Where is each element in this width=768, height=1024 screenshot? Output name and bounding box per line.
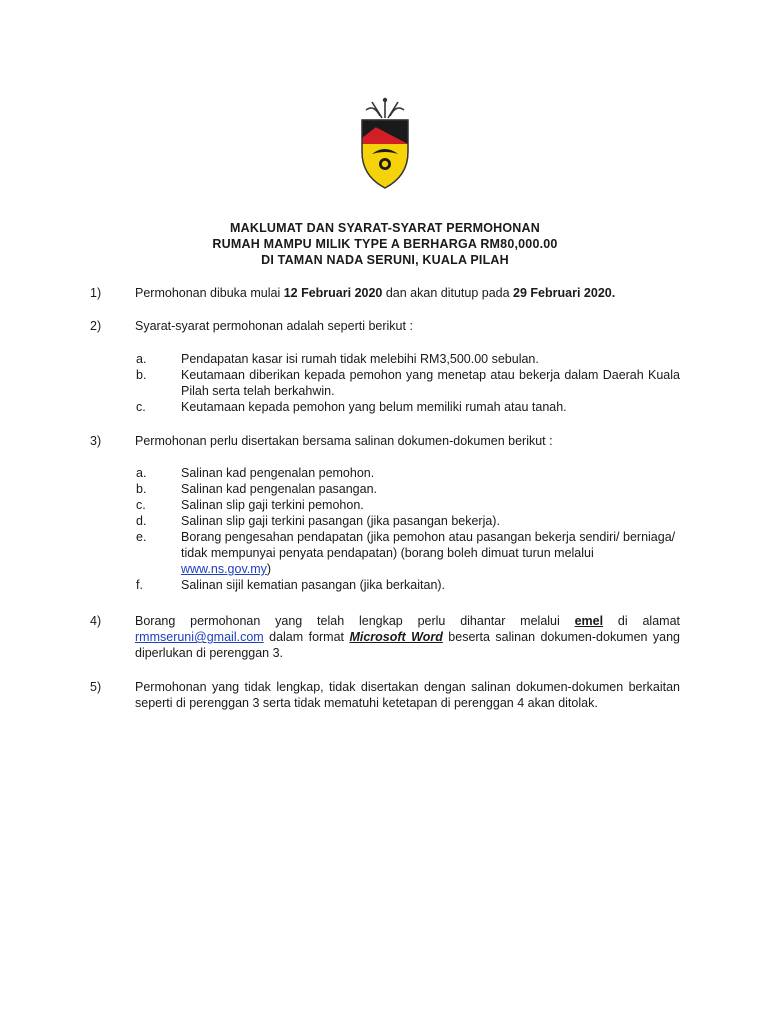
paragraph-text: Permohonan yang tidak lengkap, tidak disertakan dengan salinan dokumen-dokumen berkaitan seperti di perenggan 3 serta tidak mematuhi ketetapan di perenggan 4 akan ditolak. [135, 680, 680, 710]
list-letter: b. [136, 368, 147, 382]
paragraph-text: Syarat-syarat permohonan adalah seperti berikut : [135, 319, 413, 333]
list-item [136, 513, 680, 529]
paragraph-3 [90, 433, 680, 449]
list-text: Borang pengesahan pendapatan (jika pemohon atau pasangan bekerja sendiri/ berniaga/ tidak mempunyai penyata pendapatan) (borang boleh dimuat turun melalui [181, 530, 676, 560]
list-text: Keutamaan diberikan kepada pemohon yang menetap atau bekerja dalam Daerah Kuala Pilah serta telah berkahwin. [181, 368, 680, 398]
document-title [90, 220, 680, 268]
paragraph-text [135, 613, 680, 661]
documents-list [136, 465, 680, 593]
paragraph-text [135, 285, 680, 301]
list-letter: b. [136, 482, 147, 496]
website-link[interactable]: www.ns.gov.my [181, 562, 267, 576]
paragraph-number: 2) [90, 319, 102, 333]
list-item [136, 497, 680, 513]
paragraph-5 [90, 679, 680, 711]
list-text: Salinan slip gaji terkini pasangan (jika pasangan bekerja). [181, 514, 500, 528]
paragraph-number: 1) [90, 286, 102, 300]
list-letter: e. [136, 530, 147, 544]
paragraph-1 [90, 285, 680, 301]
close-date: 29 Februari 2020. [513, 286, 616, 300]
text-span: Borang permohonan yang telah lengkap perlu dihantar melalui [135, 614, 575, 628]
list-item [136, 529, 680, 577]
list-item [136, 481, 680, 497]
open-date: 12 Februari 2020 [283, 286, 383, 300]
list-text: Keutamaan kepada pemohon yang belum memiliki rumah atau tanah. [181, 400, 567, 414]
email-link[interactable]: rmmseruni@gmail.com [135, 630, 264, 644]
list-text: Salinan sijil kematian pasangan (jika berkaitan). [181, 578, 446, 592]
requirements-list [136, 351, 680, 415]
list-text: Salinan kad pengenalan pemohon. [181, 466, 375, 480]
title-line-2: RUMAH MAMPU MILIK TYPE A BERHARGA RM80,000.00 [212, 237, 558, 251]
list-text: Salinan kad pengenalan pasangan. [181, 482, 378, 496]
list-letter: c. [136, 498, 146, 512]
text-span: ) [266, 562, 272, 576]
list-item [136, 465, 680, 481]
list-letter: c. [136, 400, 146, 414]
list-item [136, 367, 680, 399]
text-span: di alamat [603, 614, 680, 628]
paragraph-text: Permohonan perlu disertakan bersama salinan dokumen-dokumen berikut : [135, 434, 553, 448]
list-item [136, 399, 680, 415]
paragraph-number: 4) [90, 614, 102, 628]
format-emphasis: Microsoft Word [349, 630, 443, 644]
paragraph-number: 5) [90, 680, 102, 694]
list-letter: a. [136, 352, 147, 366]
list-text: Salinan slip gaji terkini pemohon. [181, 498, 364, 512]
emel-emphasis: emel [574, 614, 604, 628]
paragraph-number: 3) [90, 434, 102, 448]
paragraph-2 [90, 318, 680, 334]
list-letter: d. [136, 514, 147, 528]
list-letter: f. [136, 578, 143, 592]
text-span: dan akan ditutup pada [382, 286, 514, 300]
list-text: Pendapatan kasar isi rumah tidak melebihi RM3,500.00 sebulan. [181, 352, 539, 366]
list-item [136, 577, 680, 593]
text-span: dalam format [263, 630, 350, 644]
title-line-3: DI TAMAN NADA SERUNI, KUALA PILAH [261, 253, 509, 267]
text-span: Permohonan dibuka mulai [135, 286, 284, 300]
text-span: beserta salinan dokumen-dokumen yang diperlukan di perenggan 3. [135, 630, 681, 660]
negeri-sembilan-crest-icon [358, 94, 412, 190]
list-letter: a. [136, 466, 147, 480]
list-item [136, 351, 680, 367]
title-line-1: MAKLUMAT DAN SYARAT-SYARAT PERMOHONAN [230, 221, 540, 235]
paragraph-4 [90, 613, 680, 661]
